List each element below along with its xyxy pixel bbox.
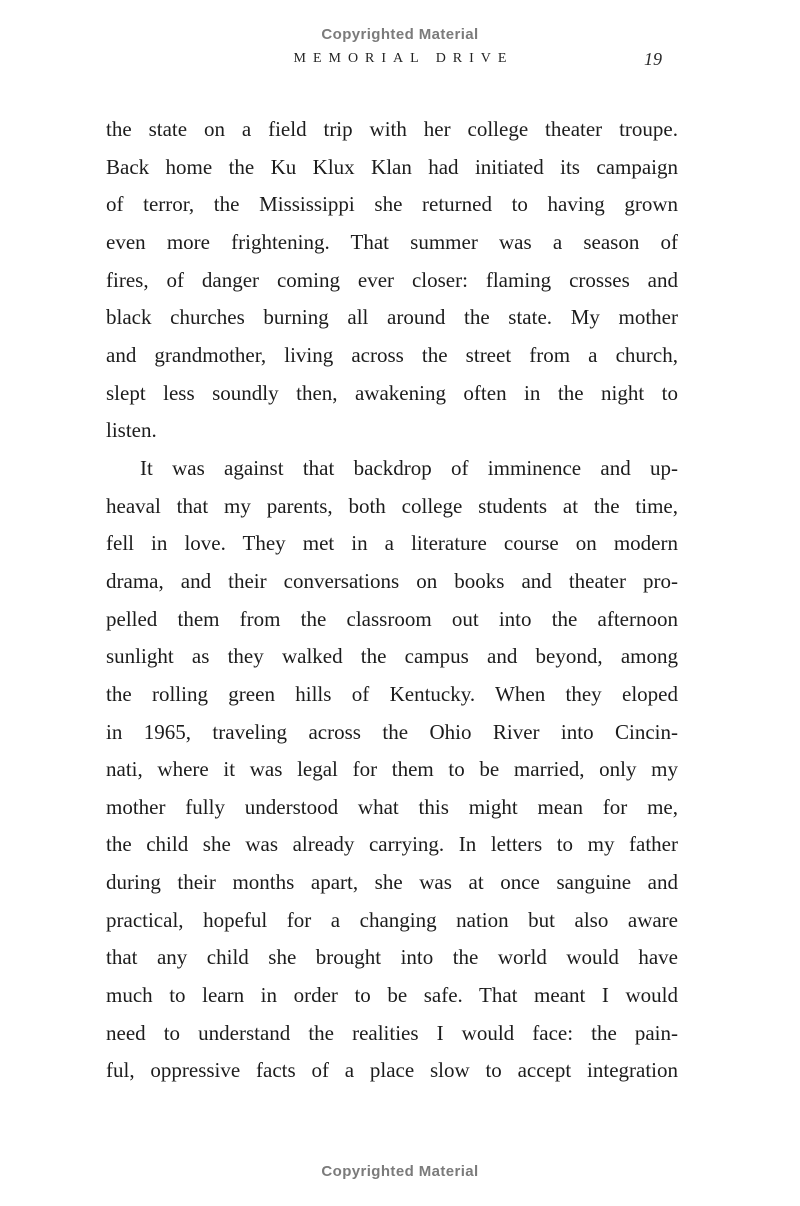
- text-line: listen.: [106, 418, 157, 443]
- text-line: of terror, the Mississippi she returned to having grown: [106, 192, 678, 217]
- text-line: the child she was already carrying. In letters to my father: [106, 832, 678, 857]
- text-line: that any child she brought into the world would have: [106, 945, 678, 970]
- text-line: fires, of danger coming ever closer: flaming crosses and: [106, 267, 678, 292]
- text-line: heaval that my parents, both college students at the time,: [106, 493, 678, 518]
- text-line: mother fully understood what this might mean for me,: [106, 794, 678, 819]
- text-line: slept less soundly then, awakening often in the night to: [106, 380, 678, 405]
- paragraph: [106, 111, 678, 450]
- text-line: ful, oppressive facts of a place slow to accept integration: [106, 1058, 678, 1083]
- page-number: 19: [644, 49, 662, 69]
- text-line: It was against that backdrop of imminence and up-: [140, 455, 678, 480]
- text-line: the rolling green hills of Kentucky. When they eloped: [106, 681, 678, 706]
- text-line: pelled them from the classroom out into the afternoon: [106, 606, 678, 631]
- text-line: fell in love. They met in a literature course on modern: [106, 531, 678, 556]
- text-block: [106, 111, 678, 1090]
- text-line: in 1965, traveling across the Ohio River into Cincin-: [106, 719, 678, 744]
- page-header: [0, 51, 800, 77]
- text-line: even more frightening. That summer was a season of: [106, 229, 678, 254]
- text-line: and grandmother, living across the street from a church,: [106, 342, 678, 367]
- text-line: black churches burning all around the state. My mother: [106, 305, 678, 330]
- text-line: sunlight as they walked the campus and beyond, among: [106, 644, 678, 669]
- text-line: Back home the Ku Klux Klan had initiated its campaign: [106, 154, 678, 179]
- running-head: MEMORIAL DRIVE: [293, 51, 514, 66]
- paragraph: [106, 450, 678, 1090]
- copyright-notice-top: Copyrighted Material: [321, 26, 479, 43]
- text-line: during their months apart, she was at once sanguine and: [106, 870, 678, 895]
- text-line: much to learn in order to be safe. That meant I would: [106, 983, 678, 1008]
- text-line: drama, and their conversations on books and theater pro-: [106, 568, 678, 593]
- text-line: the state on a field trip with her college theater troupe.: [106, 117, 678, 141]
- text-line: nati, where it was legal for them to be married, only my: [106, 757, 678, 782]
- text-line: practical, hopeful for a changing nation but also aware: [106, 907, 678, 932]
- copyright-notice-bottom: Copyrighted Material: [321, 1163, 479, 1180]
- text-line: need to understand the realities I would face: the pain-: [106, 1020, 678, 1045]
